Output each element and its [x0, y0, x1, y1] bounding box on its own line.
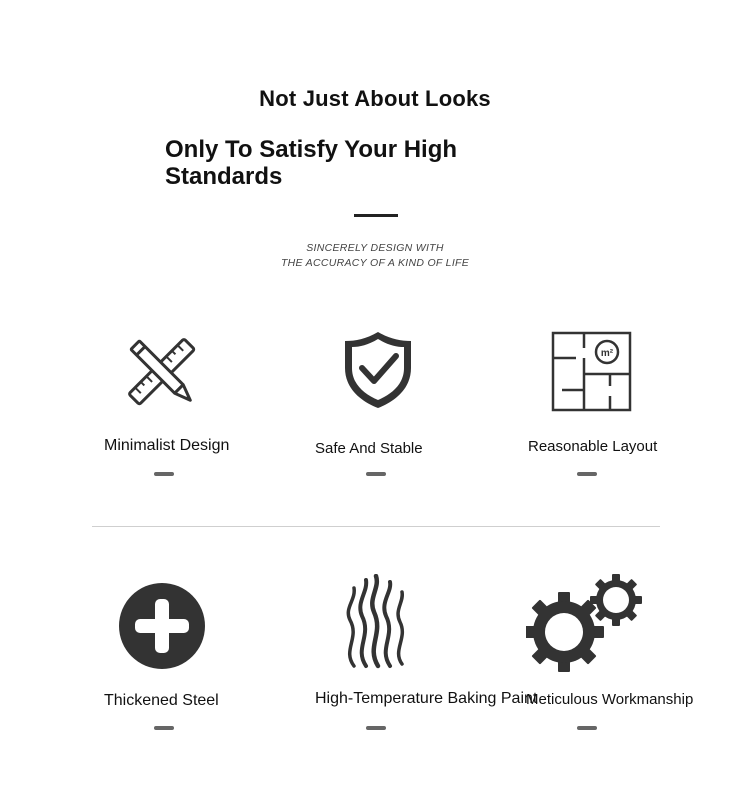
feature-label-thickened-steel: Thickened Steel: [104, 692, 219, 709]
feature-dash: [366, 472, 386, 476]
plus-circle-icon: [118, 582, 206, 670]
tagline-line-1: SINCERELY DESIGN WITH: [306, 242, 444, 254]
feature-dash: [154, 726, 174, 730]
floor-plan-icon: [550, 330, 634, 414]
row-divider: [92, 526, 660, 527]
section-title: Not Just About Looks: [259, 86, 491, 111]
heat-waves-icon: [338, 574, 414, 670]
section-subtitle: [165, 136, 495, 190]
feature-label-reasonable-layout: Reasonable Layout: [528, 438, 658, 455]
tagline-line-2: THE ACCURACY OF A KIND OF LIFE: [280, 257, 470, 269]
floor-plan-badge-text: m²: [600, 348, 614, 359]
subtitle-line-1: Only To Satisfy Your High: [165, 136, 458, 163]
feature-dash: [366, 726, 386, 730]
subtitle-line-2: Standards: [165, 163, 283, 190]
feature-label-high-temperature-baking-paint: High-Temperature Baking Paint: [315, 690, 538, 707]
feature-label-minimalist-design: Minimalist Design: [104, 437, 230, 454]
pencil-ruler-icon: [118, 328, 206, 416]
feature-label-safe-and-stable: Safe And Stable: [315, 440, 423, 457]
title-underline: [354, 214, 398, 217]
feature-dash: [577, 472, 597, 476]
feature-dash: [154, 472, 174, 476]
tagline: [0, 241, 750, 271]
feature-label-meticulous-workmanship: Meticulous Workmanship: [526, 691, 694, 708]
gears-icon: [526, 572, 644, 672]
feature-dash: [577, 726, 597, 730]
shield-check-icon: [340, 328, 416, 412]
